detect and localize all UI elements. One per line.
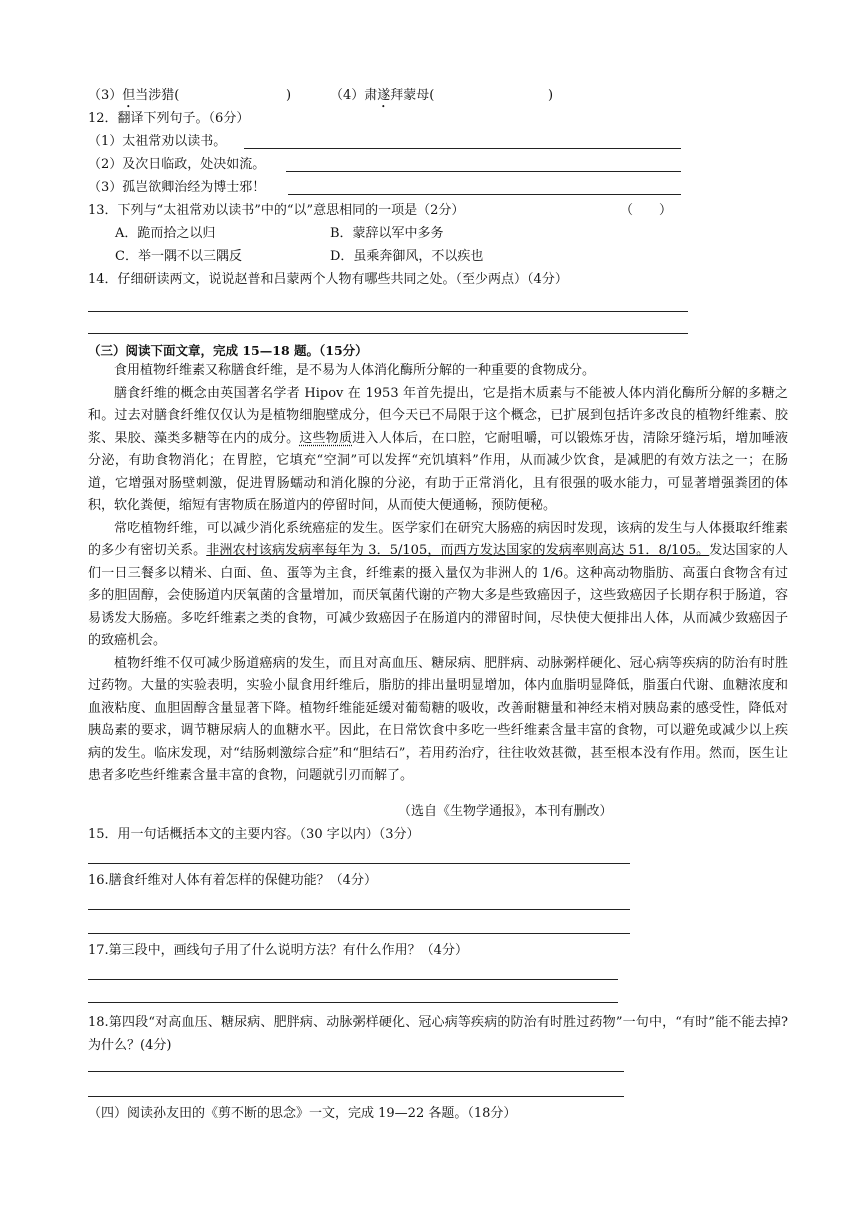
q15-title: 15．用一句话概括本文的主要内容。（30 字以内）（3分）: [88, 827, 420, 842]
answer-line: [88, 311, 688, 312]
section-3-title: （三）阅读下面文章，完成 15—18 题。（15分）: [88, 343, 368, 358]
item4-text: 拜蒙母(: [390, 88, 435, 103]
q16-title: 16.膳食纤维对人体有着怎样的保健功能？（4分）: [88, 873, 377, 888]
item3-dotted-char: 但: [122, 88, 136, 103]
q12-sentence-2: （2）及次日临政，处决如流。: [88, 157, 266, 172]
answer-line: [88, 863, 630, 864]
p3-text-b: 发达国家的人们一日三餐多以精米、白面、鱼、蛋等为主食，纤维素的摄入量仅为非洲人的 1/6。这种高动物脂肪、高蛋白食物含有过多的胆固醇，会使肠道内厌氧菌的含量增加，而厌氧菌代谢的产物大多是些致癌因子，这些致癌因子长期存积于肠道，容易诱发大肠癌。多吃纤维素之类的食物，可减少致癌因子在肠道内的滞留时间，尽快使大便排出人体，从而减少致癌因子的致癌机会。: [88, 543, 788, 648]
p3-underlined-sentence: 非洲农村该病发病率每年为 3．5/105，而西方发达国家的发病率则高达 51．8/105。: [206, 543, 710, 558]
q13-option-b: B．蒙辞以军中多务: [330, 226, 444, 241]
section-4-title: （四）阅读孙友田的《剪不断的思念》一文，完成 19—22 各题。（18分）: [88, 1106, 517, 1121]
answer-line: [88, 1096, 624, 1097]
q13-answer-bracket: （ ）: [620, 203, 673, 218]
q11-item-3-close: ): [286, 88, 292, 103]
article-body: [88, 360, 788, 788]
q12-sentence-1: （1）太祖常劝以读书。: [88, 134, 227, 149]
q11-item-3: [88, 87, 179, 111]
item3-text: 当涉猎(: [135, 88, 180, 103]
q13-option-d: D．虽乘奔御风，不以疾也: [330, 249, 484, 264]
p3-text-a: 常吃植物纤维，可以减少消化系统癌症的发生。医学家们在研究大肠癌的病因时发现，该病的发生与人体摄取纤维素的多少有密切关系。: [88, 520, 788, 558]
p2-text-a: 膳食纤维的概念由英国著名学者 Hipov 在 1953 年首先提出，它是指木质素与不能被人体内消化酶所分解的多糖之和。过去对膳食纤维仅仅认为是植物细胞壁成分，但今天已不局限于这个概念，已扩展到包括许多改良的植物纤维素、胶浆、果胶、藻类多糖等在内的成分。: [88, 385, 788, 446]
q17-title: 17.第三段中，画线句子用了什么说明方法？有什么作用？（4分）: [88, 943, 468, 958]
item4-dotted-char: 遂: [377, 88, 391, 103]
answer-line: [88, 933, 630, 934]
article-paragraph-4: 植物纤维不仅可减少肠道癌病的发生，而且对高血压、糖尿病、肥胖病、动脉粥样硬化、冠心病等疾病的防治有时胜过药物。大量的实验表明，实验小鼠食用纤维后，脂肪的排出量明显增加，体内血脂明显降低，脂蛋白代谢、血糖浓度和血液粘度、血胆固醇含量显著下降。植物纤维能延缓对葡萄糖的吸收，改善耐糖量和神经末梢对胰岛素的感受性，降低对胰岛素的要求，调节糖尿病人的血糖水平。因此，在日常饮食中多吃一些纤维素含量丰富的食物，可以避免或减少以上疾病的发生。临床发现，对“结肠刺激综合症”和“胆结石”，若用药治疗，往往收效甚微，甚至根本没有作用。然而，医生让患者多吃些纤维素含量丰富的食物，问题就引刃而解了。: [88, 655, 788, 783]
p2-text-b: 进入人体后，在口腔，它耐咀嚼，可以锻炼牙齿，清除牙缝污垢，增加唾液分泌，有助食物消化；在胃腔，它填充“空洞”可以发挥“充饥填料”作用，从而减少饮食，是减肥的有效方法之一；在肠道，它增强对肠壁刺激，促进胃肠蠕动和消化腺的分泌，有助于正常消化，且有很强的吸水能力，可显著增强粪团的体积，软化粪便，缩短有害物质在肠道内的停留时间，从而使大便通畅，预防便秘。: [88, 430, 788, 513]
q18-title-block: [88, 1011, 788, 1057]
q14-title: 14．仔细研读两文，说说赵普和吕蒙两个人物有哪些共同之处。（至少两点）（4分）: [88, 272, 568, 287]
answer-line: [88, 909, 630, 910]
q13-title: 13．下列与“太祖常劝以读书”中的“以”意思相同的一项是（2分）: [88, 203, 465, 218]
article-source: （选自《生物学通报》，本刊有删改）: [398, 804, 613, 819]
article-paragraph-2: [88, 383, 788, 518]
q11-item-4: [330, 87, 434, 111]
item4-prefix: （4）肃: [330, 88, 378, 103]
q11-item-4-close: ): [548, 88, 554, 103]
answer-line: [88, 979, 618, 980]
q18-title: 18.第四段“对高血压、糖尿病、肥胖病、动脉粥样硬化、冠心病等疾病的防治有时胜过药物”一句中，“有时”能不能去掉?为什么？(4分): [88, 1015, 788, 1053]
answer-line: [244, 148, 681, 149]
answer-line: [288, 194, 681, 195]
answer-line: [286, 171, 681, 172]
q12-sentence-3: （3）孤岂欲卿治经为博士邪！: [88, 180, 266, 195]
p2-marked-phrase: 这些物质: [299, 430, 353, 446]
q13-option-a: A．跪而拾之以归: [115, 226, 216, 241]
article-paragraph-1: 食用植物纤维素又称膳食纤维，是不易为人体消化酶所分解的一种重要的食物成分。: [114, 363, 596, 378]
answer-line: [88, 1071, 624, 1072]
q13-option-c: C．举一隅不以三隅反: [115, 249, 242, 264]
item3-prefix: （3）: [88, 88, 123, 103]
q12-title: 12．翻译下列句子。（6分）: [88, 111, 250, 126]
article-paragraph-3: [88, 518, 788, 653]
answer-line: [88, 1002, 618, 1003]
answer-line: [88, 333, 688, 334]
